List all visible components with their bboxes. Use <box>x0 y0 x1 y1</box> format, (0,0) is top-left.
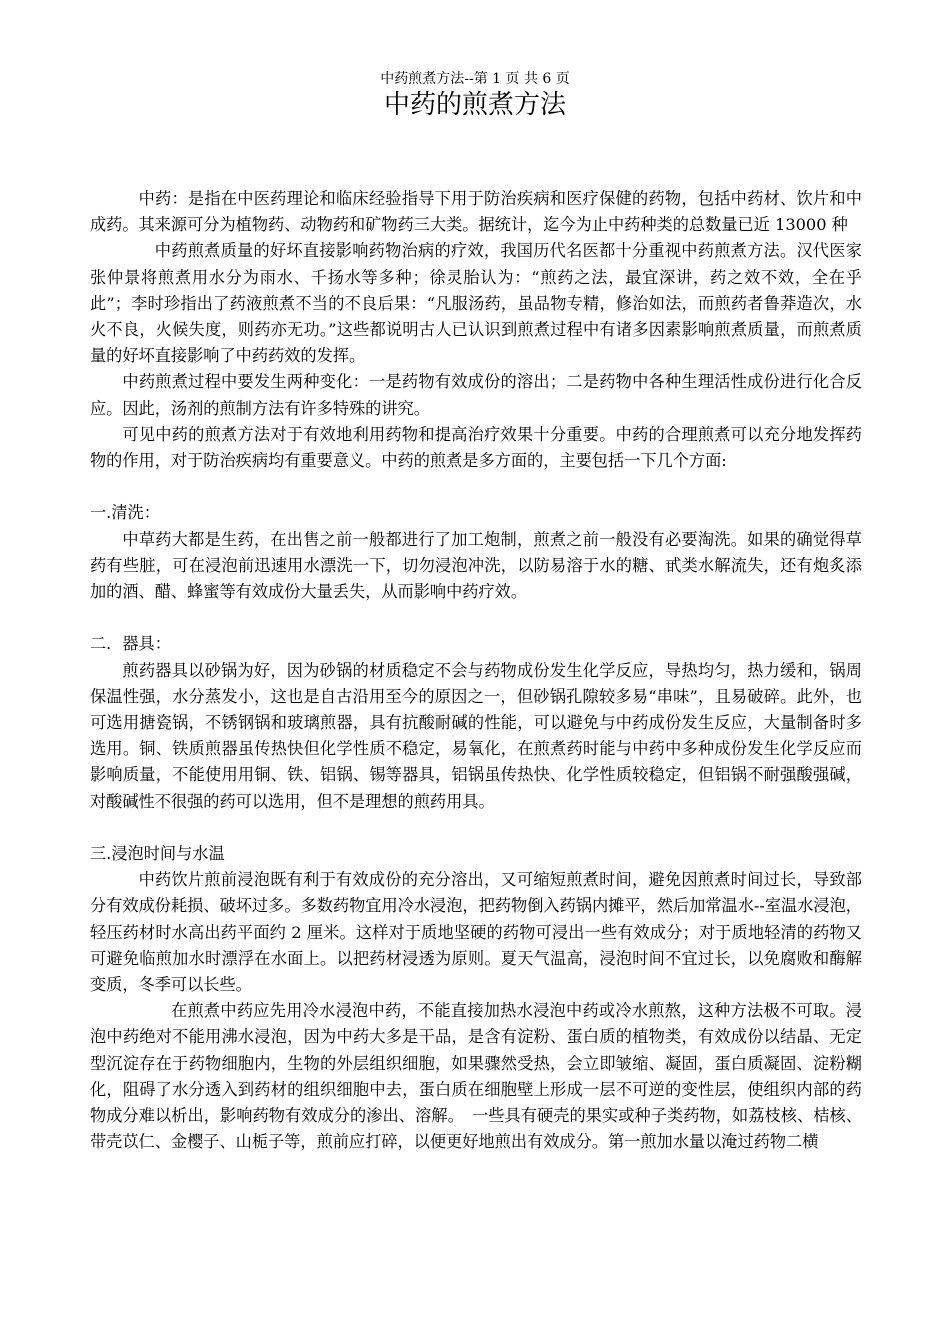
utensils-paragraph: 煎药器具以砂锅为好，因为砂锅的材质稳定不会与药物成份发生化学反应，导热均匀，热力缓和，锅周保温性强，水分蒸发小，这也是自古沿用至今的原因之一，但砂锅孔隙较多易“串味”，且易破碎。此外，也可选用搪瓷锅，不锈钢锅和玻璃煎器，具有抗酸耐碱的性能，可以避免与中药成份发生反应，大量制备时多选用。铜、铁质煎器虽传热快但化学性质不稳定，易氧化，在煎煮药时能与中药中多种成份发生化学反应而影响质量，不能使用用铜、铁、铝锅、锡等器具，铝锅虽传热快、化学性质较稳定，但铝锅不耐强酸强碱，对酸碱性不很强的药可以选用，但不是理想的煎药用具。 <box>90 660 862 811</box>
document-body <box>90 186 862 1155</box>
soaking-paragraph-1: 中药饮片煎前浸泡既有利于有效成份的充分溶出，又可缩短煎煮时间，避免因煎煮时间过长，导致部分有效成份耗损、破坏过多。多数药物宜用冷水浸泡，把药物倒入药锅内摊平，然后加常温水--室温水浸泡，轻压药材时水高出药平面约 2 厘米。这样对于质地坚硬的药物可浸出一些有效成分；对于质地轻清的药物又可避免临煎加水时漂浮在水面上。以把药材浸透为原则。夏天气温高，浸泡时间不宜过长，以免腐败和酶解变质，冬季可以长些。 <box>90 870 862 995</box>
intro-paragraph-1: 中药：是指在中医药理论和临床经验指导下用于防治疾病和医疗保健的药物，包括中药材、饮片和中成药。其来源可分为植物药、动物药和矿物药三大类。据统计，迄今为止中药种类的总数量已近 13000 种 <box>90 189 862 235</box>
section-heading-soaking: 三.浸泡时间与水温 <box>90 844 225 864</box>
document-title: 中药的煎煮方法 <box>383 90 566 120</box>
intro-paragraph-3: 中药煎煮过程中要发生两种变化：一是药物有效成份的溶出；二是药物中各种生理活性成份进行化合反应。因此，汤剂的煎制方法有许多特殊的讲究。 <box>90 372 862 418</box>
spacer <box>90 474 862 500</box>
spacer <box>90 815 862 841</box>
soaking-paragraph-2: 在煎煮中药应先用冷水浸泡中药，不能直接加热水浸泡中药或冷水煎熬，这种方法极不可取。浸泡中药绝对不能用沸水浸泡，因为中药大多是干品，是含有淀粉、蛋白质的植物类，有效成份以结晶、无定型沉淀存在于药物细胞内，生物的外层组织细胞，如果骤然受热，会立即皱缩、凝固，蛋白质凝固、淀粉糊化，阻碍了水分透入到药材的组织细胞中去，蛋白质在细胞壁上形成一层不可逆的变性层，使组织内部的药物成分难以析出，影响药物有效成分的渗出、溶解。 一些具有硬壳的果实或种子类药物，如荔枝核、桔核、带壳苡仁、金樱子、山栀子等，煎前应打碎，以便更好地煎出有效成分。第一煎加水量以淹过药物二横 <box>90 1001 862 1152</box>
section-heading-cleaning: 一.清洗： <box>90 503 160 523</box>
intro-paragraph-4: 可见中药的煎煮方法对于有效地利用药物和提高治疗效果十分重要。中药的合理煎煮可以充分地发挥药物的作用，对于防治疾病均有重要意义。中药的煎煮是多方面的，主要包括一下几个方面: <box>90 424 862 471</box>
spacer <box>90 605 862 631</box>
running-header: 中药煎煮方法--第 1 页 共 6 页 <box>380 71 570 87</box>
section-heading-utensils: 二．器具： <box>90 634 171 654</box>
cleaning-paragraph: 中草药大都是生药，在出售之前一般都进行了加工炮制，煎煮之前一般没有必要淘洗。如果的确觉得草药有些脏，可在浸泡前迅速用水漂洗一下，切勿浸泡冲洗，以防易溶于水的糖、甙类水解流失，还有炮炙添加的酒、醋、蜂蜜等有效成份大量丢失，从而影响中药疗效。 <box>90 529 862 602</box>
intro-paragraph-2: 中药煎煮质量的好坏直接影响药物治病的疗效，我国历代名医都十分重视中药煎煮方法。汉代医家张仲景将煎煮用水分为雨水、千扬水等多种；徐灵胎认为：“煎药之法，最宜深讲，药之效不效，全在乎此”；李时珍指出了药液煎煮不当的不良后果：“凡服汤药，虽品物专精，修治如法，而煎药者鲁莽造次，水火不良，火候失度，则药亦无功。”这些都说明古人已认识到煎煮过程中有诸多因素影响煎煮质量，而煎煮质量的好坏直接影响了中药药效的发挥。 <box>90 241 862 366</box>
